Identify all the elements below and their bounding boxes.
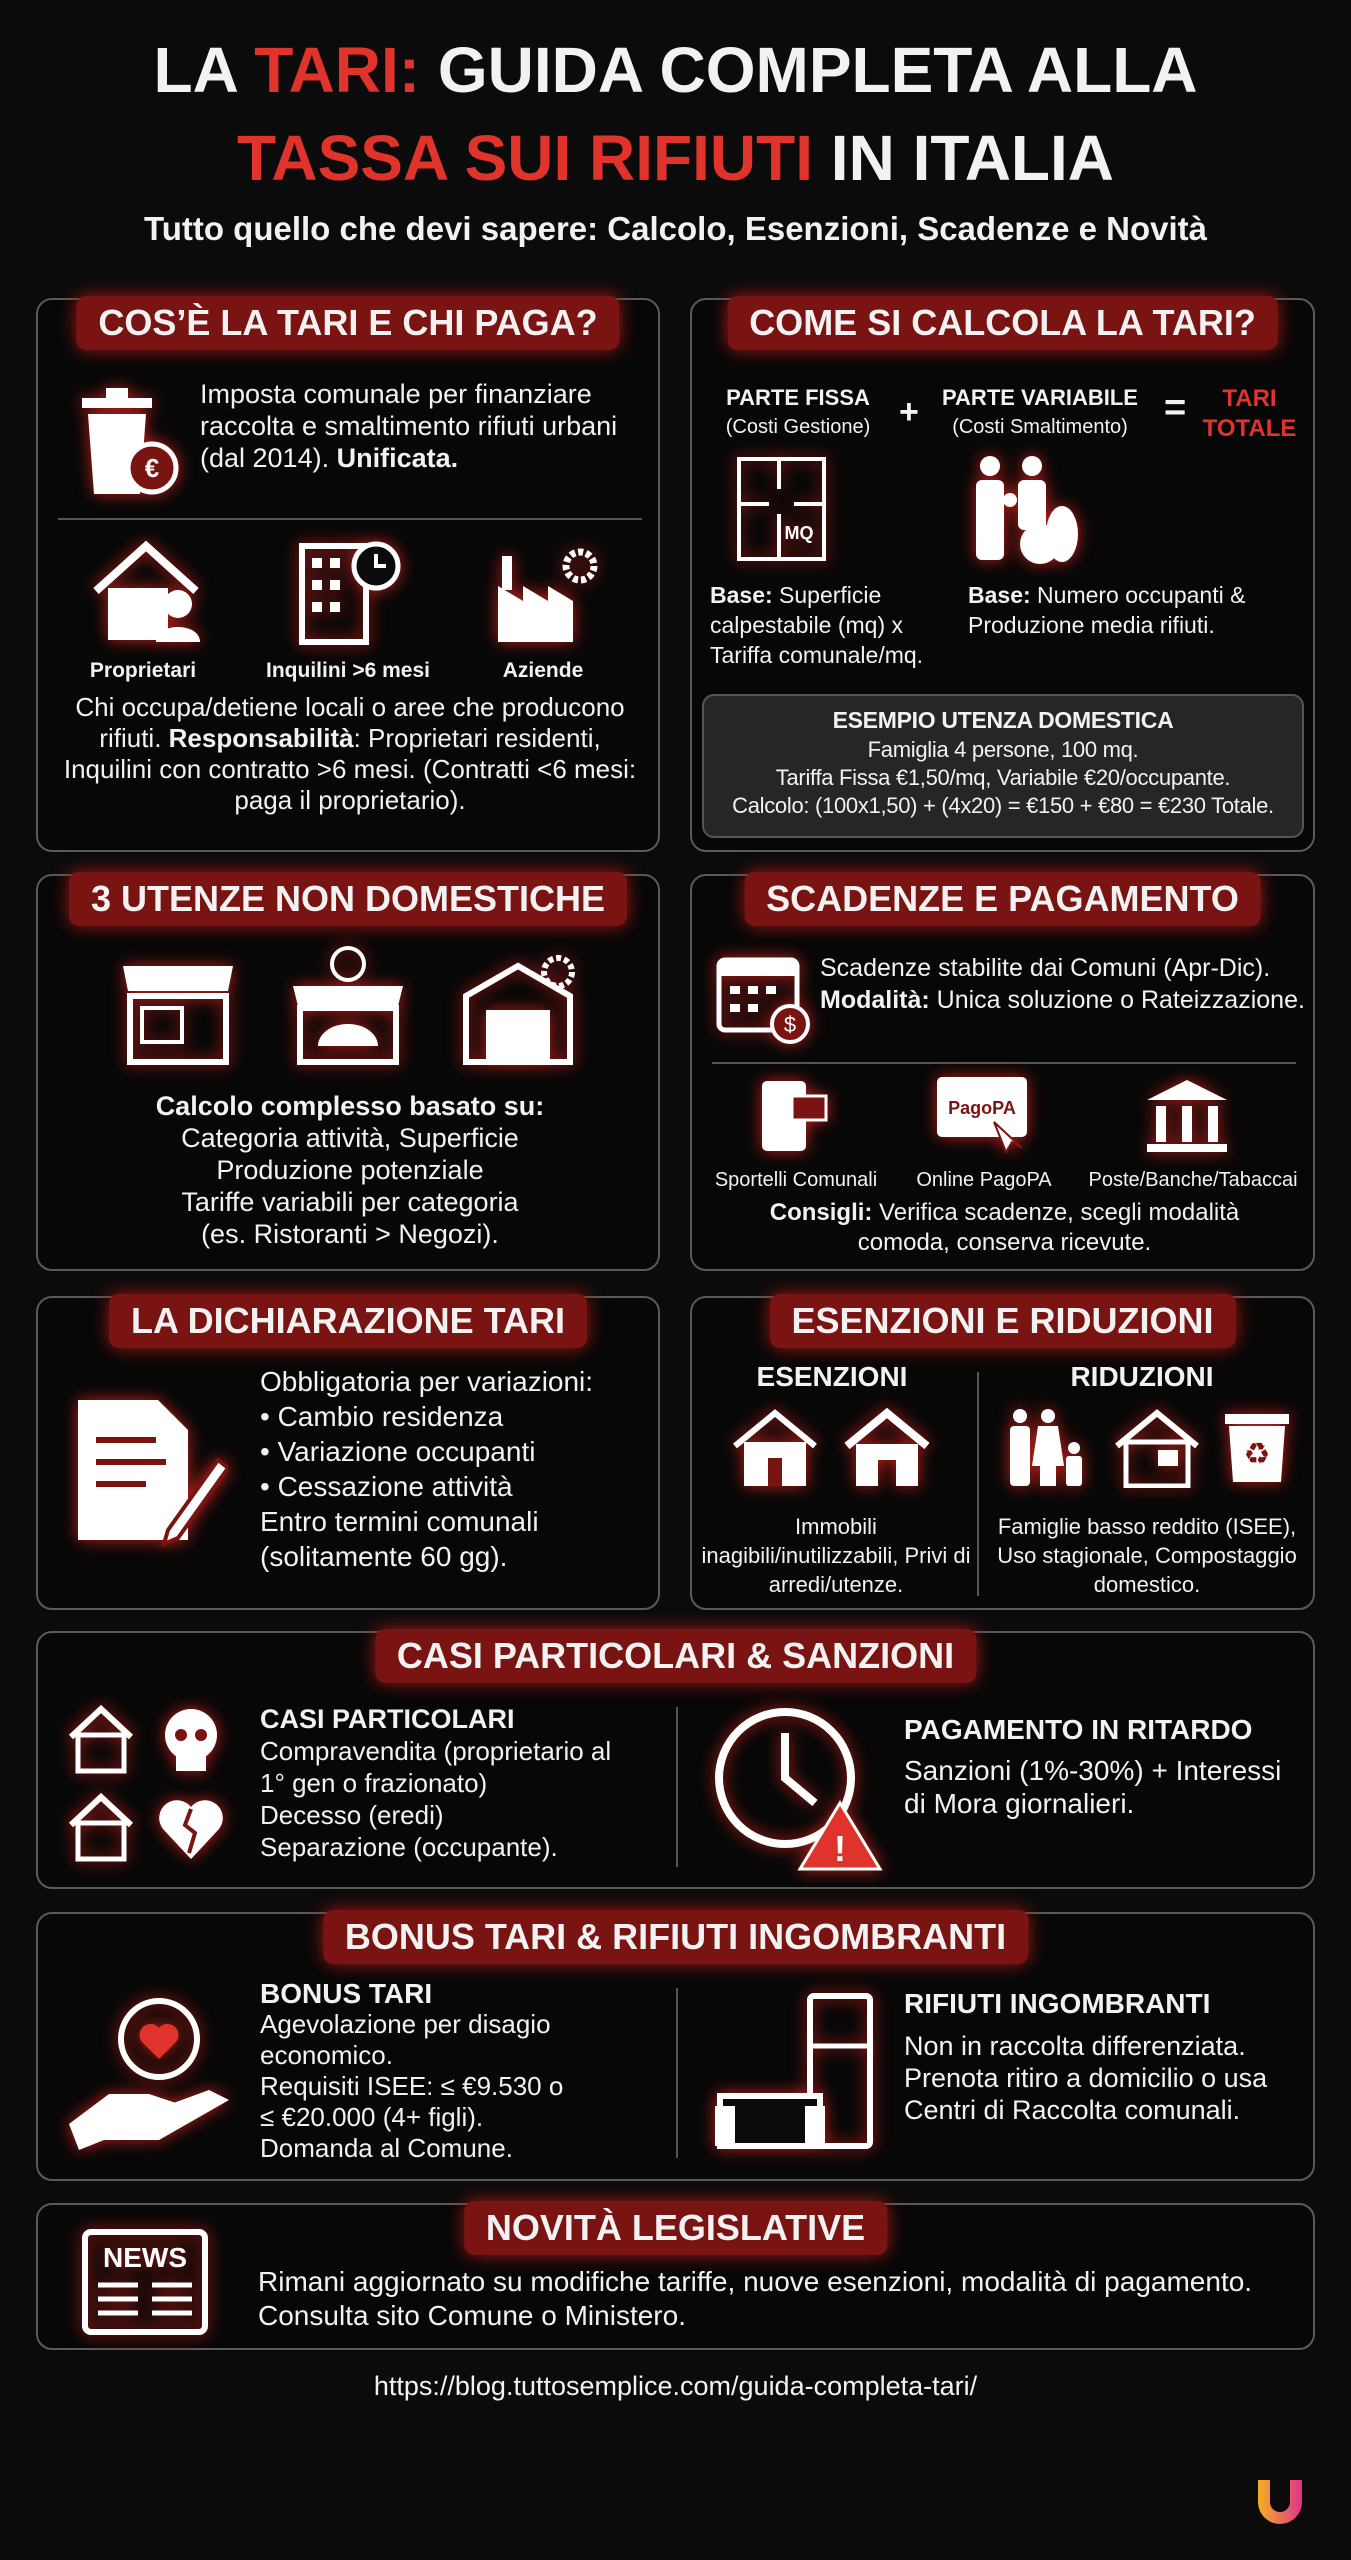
tips-label: Consigli: [769, 1199, 873, 1226]
family-waste-icon [962, 454, 1082, 564]
newspaper-icon [80, 2227, 210, 2337]
casi-line: Decesso (eredi) [260, 1800, 444, 1830]
skull-icon [165, 1709, 217, 1771]
factory-gear-icon [488, 536, 608, 646]
intro-bold: Unificata. [336, 443, 459, 473]
modalita-label: Modalità: [820, 986, 930, 1014]
example-line: Tariffa Fissa €1,50/mq, Variabile €20/occupante. [775, 765, 1231, 790]
modalita-text: Unica soluzione o Rateizzazione. [929, 986, 1305, 1014]
subtitle: Tutto quello che devi sapere: Calcolo, Esenzioni, Scadenze e Novità [144, 210, 1207, 247]
panel-non-domestiche [36, 874, 660, 1271]
title-line-1 [0, 30, 1351, 110]
mq-label: MQ [784, 523, 814, 543]
fridge-sofa-icon [710, 1986, 890, 2166]
scadenze-line: Scadenze stabilite dai Comuni (Apr-Dic). [820, 954, 1271, 982]
equals-sign: = [1164, 387, 1187, 429]
pagopa-screen-icon [932, 1072, 1032, 1158]
calendar-money-icon [714, 948, 814, 1048]
svg-text:$: $ [783, 1012, 797, 1037]
base-fissa: Superficie calpestabile (mq) x Tariffa comunale/mq. [710, 582, 924, 668]
recycle-bin-icon [1217, 1408, 1297, 1488]
nondom-line: Produzione potenziale [216, 1155, 484, 1185]
dichiarazione-item: • Cambio residenza [260, 1401, 504, 1432]
svg-text:♻: ♻ [1243, 1438, 1271, 1471]
example-line: Famiglia 4 persone, 100 mq. [867, 737, 1139, 762]
house-icon [71, 1709, 131, 1771]
panel-heading: ESENZIONI E RIDUZIONI [769, 1294, 1235, 1348]
casi-line: 1° gen o frazionato) [260, 1768, 488, 1798]
casi-line: Separazione (occupante). [260, 1832, 558, 1862]
tari-totale-1: TARI [1222, 385, 1277, 412]
panel-esenzioni [690, 1296, 1315, 1610]
shop-icon [118, 956, 238, 1066]
parte-fissa-sub: (Costi Gestione) [725, 416, 871, 438]
title-highlight: TASSA SUI RIFIUTI [237, 122, 813, 194]
panel-heading: LA DICHIARAZIONE TARI [109, 1294, 587, 1348]
panel-heading: SCADENZE E PAGAMENTO [744, 872, 1261, 926]
panel-bonus [36, 1912, 1315, 2181]
ritardo-title: PAGAMENTO IN RITARDO [904, 1714, 1253, 1745]
example-title: ESEMPIO UTENZA DOMESTICA [832, 707, 1174, 733]
parte-variabile-sub: (Costi Smaltimento) [952, 416, 1128, 438]
dichiarazione-outro: Entro termini comunali (solitamente 60 gg). [260, 1506, 539, 1572]
bank-icon [1142, 1076, 1232, 1156]
novita-text: Rimani aggiornato su modifiche tariffe, nuove esenzioni, modalità di pagamento. Consulta sito Comune o Ministero. [258, 2266, 1253, 2331]
example-box [702, 694, 1304, 838]
house-person-icon [86, 536, 206, 646]
esenzioni-text: Immobili inagibili/inutilizzabili, Privi di arredi/utenze. [701, 1514, 971, 1597]
workshop-gear-icon [458, 946, 588, 1066]
panel-heading: BONUS TARI & RIFIUTI INGOMBRANTI [323, 1910, 1028, 1964]
nondom-bold: Calcolo complesso basato su: [155, 1091, 545, 1121]
family-icon [1002, 1408, 1092, 1488]
esenzioni-title: ESENZIONI [756, 1361, 908, 1392]
nondom-line: Categoria attività, Superficie [181, 1123, 519, 1153]
dichiarazione-item: • Variazione occupanti [260, 1436, 536, 1467]
intro-text: Imposta comunale per finanziare raccolta e smaltimento rifiuti urbani (dal 2014). [200, 379, 618, 473]
dichiarazione-intro: Obbligatoria per variazioni: [260, 1366, 594, 1397]
divider [676, 1707, 678, 1867]
seasonal-house-icon [1112, 1408, 1202, 1488]
ritardo-text: Sanzioni (1%-30%) + Interessi di Mora giornalieri. [904, 1755, 1282, 1819]
panel-casi [36, 1631, 1315, 1889]
clock-warning-icon [710, 1703, 890, 1873]
nondom-line: (es. Ristoranti > Negozi). [201, 1219, 499, 1249]
panel-scadenze [690, 874, 1315, 1271]
svg-text:€: € [144, 453, 160, 483]
title-text: LA [153, 34, 255, 106]
cases-icons [66, 1697, 236, 1867]
panel-novita [36, 2203, 1315, 2350]
panel-dichiarazione [36, 1296, 660, 1610]
label-aziende: Aziende [502, 659, 584, 682]
building-clock-icon [288, 536, 408, 646]
casi-title: CASI PARTICOLARI [260, 1704, 515, 1734]
channel-pagopa: Online PagoPA [916, 1169, 1052, 1191]
resp-label: Responsabilità [168, 723, 354, 753]
panel-heading: 3 UTENZE NON DOMESTICHE [69, 872, 627, 926]
base-variabile: Numero occupanti & Produzione media rifiuti. [968, 582, 1246, 638]
title-text: IN ITALIA [813, 122, 1114, 194]
restaurant-icon [288, 946, 408, 1066]
pos-terminal-icon [752, 1076, 832, 1156]
riduzioni-title: RIDUZIONI [1070, 1361, 1214, 1392]
house-icon [842, 1408, 932, 1488]
pagopa-text: PagoPA [948, 1098, 1016, 1118]
panel-calcolo [690, 298, 1315, 852]
panel-heading: COS’È LA TARI E CHI PAGA? [76, 296, 619, 350]
floor-plan-icon [734, 454, 829, 564]
ingombranti-title: RIFIUTI INGOMBRANTI [904, 1988, 1211, 2019]
casi-line: Compravendita (proprietario al [260, 1736, 612, 1766]
document-pen-icon [68, 1390, 228, 1550]
base-label: Base: [710, 582, 773, 608]
label-proprietari: Proprietari [89, 659, 197, 682]
panel-heading: CASI PARTICOLARI & SANZIONI [375, 1629, 976, 1683]
panel-heading: COME SI CALCOLA LA TARI? [727, 296, 1278, 350]
news-label: NEWS [103, 2242, 187, 2273]
brand-logo-icon [1250, 2470, 1310, 2530]
tari-totale-2: TOTALE [1202, 415, 1297, 442]
title-line-2 [0, 118, 1351, 198]
panel-heading: NOVITÀ LEGISLATIVE [464, 2201, 887, 2255]
plus-sign: + [899, 393, 919, 431]
tips-text: Verifica scadenze, scegli modalità comoda, conserva ricevute. [857, 1199, 1240, 1256]
divider [676, 1988, 678, 2158]
panel-cose-tari [36, 298, 660, 852]
bonus-line: economico. [260, 2040, 393, 2070]
divider [712, 1062, 1296, 1064]
bonus-line: Agevolazione per disagio [260, 2009, 551, 2039]
trash-euro-icon [72, 380, 182, 500]
title-text: GUIDA COMPLETA ALLA [420, 34, 1198, 106]
resp-text: : Proprietari residenti, Inquilini con contratto >6 mesi. (Contratti <6 mesi: paga il proprietario). [63, 723, 637, 815]
divider [977, 1372, 979, 1596]
divider [58, 518, 642, 520]
source-url[interactable]: https://blog.tuttosemplice.com/guida-completa-tari/ [373, 2371, 978, 2401]
house-icon [71, 1797, 131, 1859]
base-label: Base: [968, 582, 1031, 608]
ingombranti-text: Non in raccolta differenziata. Prenota ritiro a domicilio o usa Centri di Raccolta comunali. [904, 2031, 1268, 2125]
svg-text:!: ! [834, 1828, 846, 1869]
bonus-title: BONUS TARI [260, 1978, 433, 2009]
title-highlight: TARI: [254, 34, 421, 106]
parte-variabile: PARTE VARIABILE [942, 385, 1138, 410]
hand-heart-icon [64, 1984, 244, 2164]
channel-poste: Poste/Banche/Tabaccai [1088, 1169, 1298, 1191]
who-text: Chi occupa/detiene locali o aree che producono rifiuti. [75, 692, 625, 753]
bonus-line: Domanda al Comune. [260, 2133, 513, 2163]
nondom-line: Tariffe variabili per categoria [181, 1187, 519, 1217]
damaged-house-icon [730, 1408, 820, 1488]
dichiarazione-item: • Cessazione attività [260, 1471, 513, 1502]
bonus-line: Requisiti ISEE: ≤ €9.530 o [260, 2071, 564, 2101]
bonus-line: ≤ €20.000 (4+ figli). [260, 2102, 484, 2132]
riduzioni-text: Famiglie basso reddito (ISEE), Uso stagionale, Compostaggio domestico. [997, 1514, 1297, 1597]
channel-sportelli: Sportelli Comunali [714, 1169, 878, 1191]
example-line: Calcolo: (100x1,50) + (4x20) = €150 + €80 = €230 Totale. [732, 793, 1274, 818]
label-inquilini: Inquilini >6 mesi [266, 659, 430, 682]
parte-fissa: PARTE FISSA [726, 385, 870, 410]
